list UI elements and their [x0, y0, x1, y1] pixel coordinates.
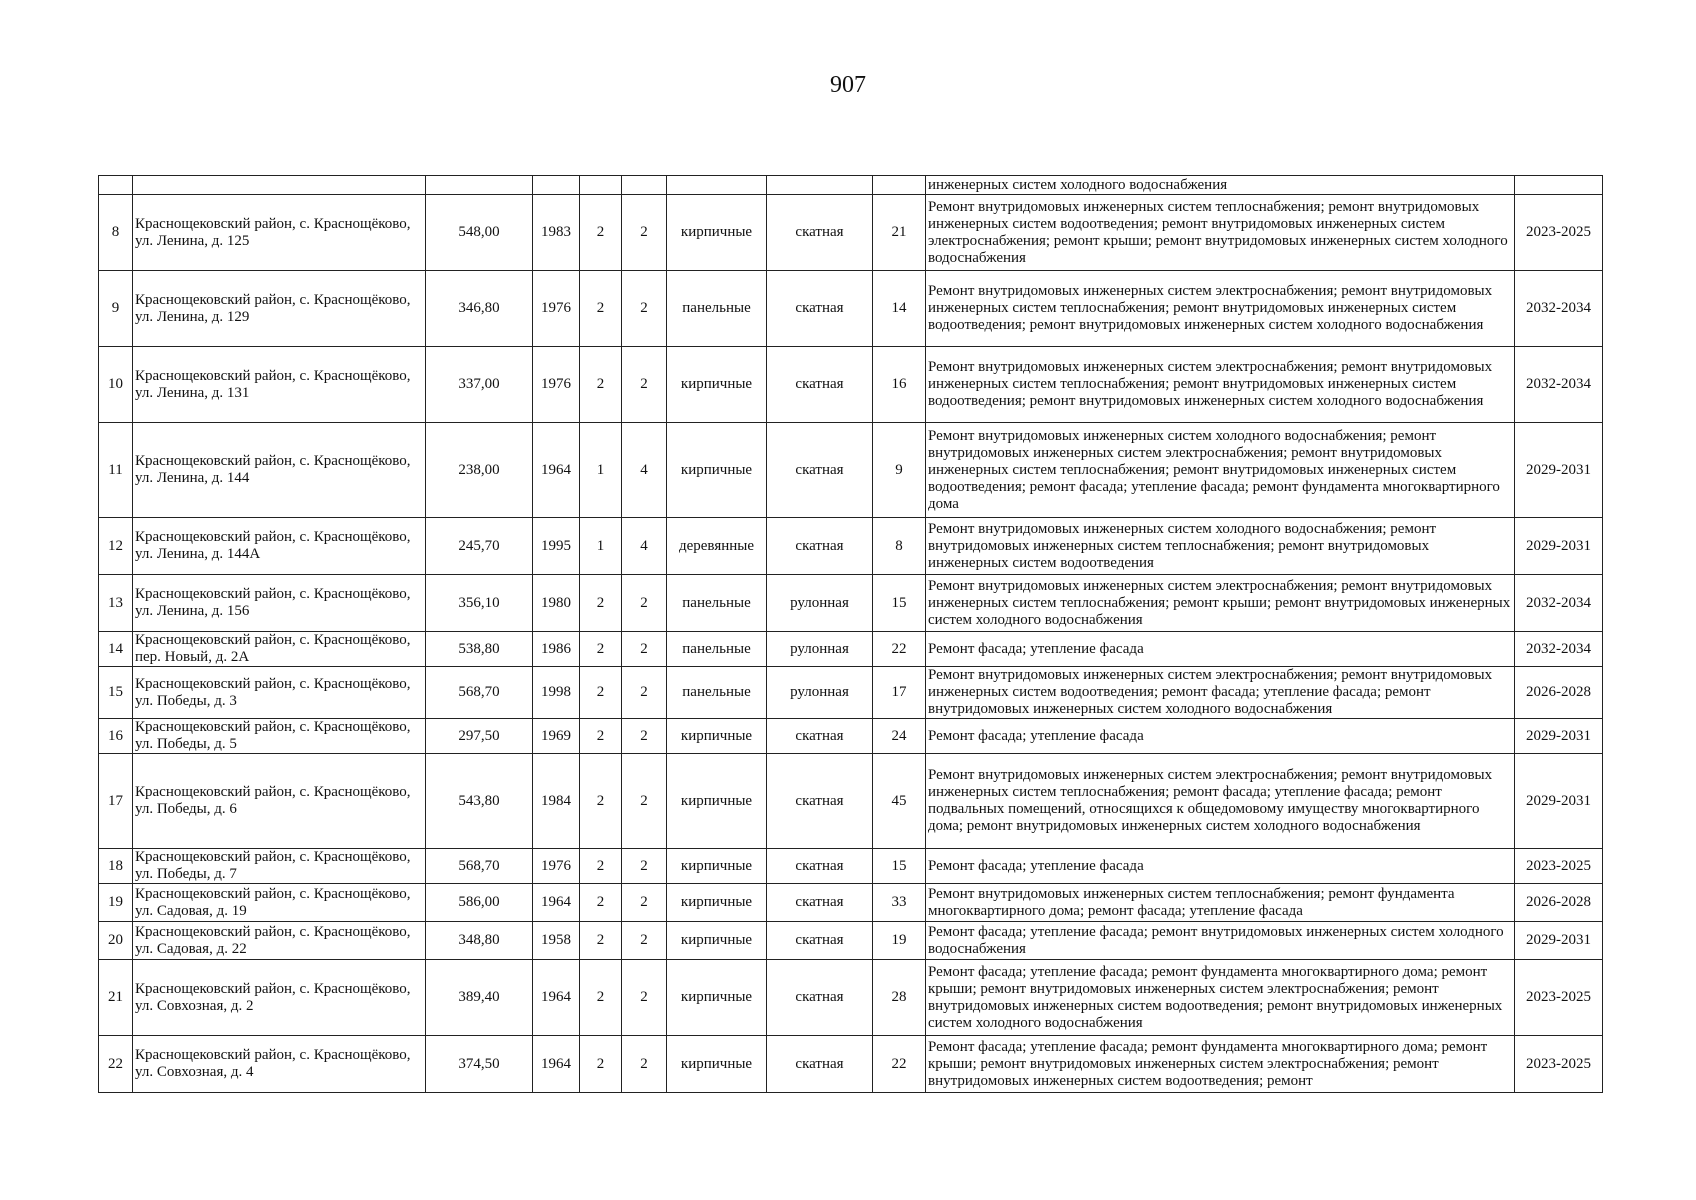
year-cell: 1980: [533, 575, 580, 632]
works-cell: инженерных систем холодного водоснабжения: [926, 176, 1515, 195]
year-cell: 1986: [533, 632, 580, 667]
table-row: [99, 884, 1603, 922]
year-cell: 1995: [533, 518, 580, 575]
area-cell: 337,00: [426, 347, 533, 423]
roof-type-cell: скатная: [767, 518, 873, 575]
area-cell: 245,70: [426, 518, 533, 575]
area-cell: 548,00: [426, 195, 533, 271]
walls-material-cell: панельные: [667, 667, 767, 719]
address-cell: Краснощековский район, с. Краснощёково, ул. Садовая, д. 19: [133, 884, 426, 922]
area-cell: 568,70: [426, 849, 533, 884]
period-cell: 2029-2031: [1515, 423, 1603, 518]
walls-material-cell: панельные: [667, 575, 767, 632]
period-cell: 2029-2031: [1515, 719, 1603, 754]
table-row: [99, 518, 1603, 575]
row-number: 13: [99, 575, 133, 632]
walls-material-cell: кирпичные: [667, 423, 767, 518]
floors-cell: 1: [580, 423, 622, 518]
walls-material-cell: панельные: [667, 271, 767, 347]
row-number: 10: [99, 347, 133, 423]
term-cell: 33: [873, 884, 926, 922]
floors-cell: 2: [580, 754, 622, 849]
roof-type-cell: скатная: [767, 195, 873, 271]
period-cell: 2023-2025: [1515, 960, 1603, 1036]
term-cell: 16: [873, 347, 926, 423]
address-cell: Краснощековский район, с. Краснощёково, ул. Совхозная, д. 2: [133, 960, 426, 1036]
entrances-cell: 2: [622, 1036, 667, 1093]
works-cell: Ремонт внутридомовых инженерных систем электроснабжения; ремонт внутридомовых инженерных систем теплоснабжения; ремонт крыши; ремонт внутридомовых инженерных систем холодного водоснабжения: [926, 575, 1515, 632]
entrances-cell: 2: [622, 719, 667, 754]
table-row: [99, 195, 1603, 271]
address-cell: Краснощековский район, с. Краснощёково, ул. Победы, д. 6: [133, 754, 426, 849]
area-cell: 538,80: [426, 632, 533, 667]
area-cell: 297,50: [426, 719, 533, 754]
term-cell: 24: [873, 719, 926, 754]
table-row: [99, 271, 1603, 347]
address-cell: Краснощековский район, с. Краснощёково, ул. Победы, д. 5: [133, 719, 426, 754]
table-row: [99, 1036, 1603, 1093]
works-cell: Ремонт внутридомовых инженерных систем электроснабжения; ремонт внутридомовых инженерных систем теплоснабжения; ремонт внутридомовых инженерных систем водоотведения; ремонт внутридомовых инженерных систем холодного водоснабжения: [926, 271, 1515, 347]
table-row: [99, 754, 1603, 849]
roof-type-cell: рулонная: [767, 667, 873, 719]
row-number: 21: [99, 960, 133, 1036]
walls-material-cell: кирпичные: [667, 884, 767, 922]
roof-type-cell: скатная: [767, 1036, 873, 1093]
floors-cell: 2: [580, 271, 622, 347]
works-cell: Ремонт фасада; утепление фасада; ремонт фундамента многоквартирного дома; ремонт крыши; ремонт внутридомовых инженерных систем электроснабжения; ремонт внутридомовых инженерных систем водоотведения; ремонт: [926, 1036, 1515, 1093]
works-cell: Ремонт внутридомовых инженерных систем электроснабжения; ремонт внутридомовых инженерных систем водоотведения; ремонт фасада; утепление фасада; ремонт внутридомовых инженерных систем холодного водоснабжения: [926, 667, 1515, 719]
walls-material-cell: панельные: [667, 632, 767, 667]
floors-cell: 2: [580, 667, 622, 719]
floors-cell: 2: [580, 347, 622, 423]
works-cell: Ремонт фасада; утепление фасада; ремонт внутридомовых инженерных систем холодного водоснабжения: [926, 922, 1515, 960]
term-cell: 15: [873, 849, 926, 884]
roof-type-cell: рулонная: [767, 632, 873, 667]
area-cell: 356,10: [426, 575, 533, 632]
term-cell: 45: [873, 754, 926, 849]
period-cell: 2026-2028: [1515, 884, 1603, 922]
floors-cell: 2: [580, 575, 622, 632]
period-cell: 2023-2025: [1515, 1036, 1603, 1093]
area-cell: 543,80: [426, 754, 533, 849]
year-cell: 1964: [533, 884, 580, 922]
works-cell: Ремонт фасада; утепление фасада: [926, 849, 1515, 884]
works-cell: Ремонт внутридомовых инженерных систем электроснабжения; ремонт внутридомовых инженерных систем теплоснабжения; ремонт фасада; утепление фасада; ремонт подвальных помещений, относящихся к общедомовому имуществу многоквартирного дома; ремонт внутридомовых инженерных систем холодного водоснабжения: [926, 754, 1515, 849]
table-row: [99, 922, 1603, 960]
period-cell: 2023-2025: [1515, 195, 1603, 271]
year-cell: 1983: [533, 195, 580, 271]
row-number: 20: [99, 922, 133, 960]
entrances-cell: 2: [622, 922, 667, 960]
year-cell: 1969: [533, 719, 580, 754]
works-cell: Ремонт внутридомовых инженерных систем теплоснабжения; ремонт внутридомовых инженерных систем водоотведения; ремонт внутридомовых инженерных систем электроснабжения; ремонт крыши; ремонт внутридомовых инженерных систем холодного водоснабжения: [926, 195, 1515, 271]
table-row: [99, 667, 1603, 719]
year-cell: 1984: [533, 754, 580, 849]
roof-type-cell: скатная: [767, 719, 873, 754]
area-cell: 348,80: [426, 922, 533, 960]
entrances-cell: 2: [622, 575, 667, 632]
works-cell: Ремонт фасада; утепление фасада: [926, 719, 1515, 754]
period-cell: 2023-2025: [1515, 849, 1603, 884]
year-cell: 1976: [533, 849, 580, 884]
roof-type-cell: скатная: [767, 922, 873, 960]
walls-material-cell: кирпичные: [667, 849, 767, 884]
term-cell: 22: [873, 1036, 926, 1093]
area-cell: 374,50: [426, 1036, 533, 1093]
area-cell: 586,00: [426, 884, 533, 922]
roof-type-cell: скатная: [767, 347, 873, 423]
entrances-cell: 2: [622, 754, 667, 849]
works-cell: Ремонт фасада; утепление фасада; ремонт фундамента многоквартирного дома; ремонт крыши; ремонт внутридомовых инженерных систем электроснабжения; ремонт внутридомовых инженерных систем водоотведения; ремонт внутридомовых инженерных систем холодного водоснабжения: [926, 960, 1515, 1036]
floors-cell: 2: [580, 632, 622, 667]
table-row: [99, 575, 1603, 632]
address-cell: Краснощековский район, с. Краснощёково, ул. Ленина, д. 156: [133, 575, 426, 632]
row-number: 11: [99, 423, 133, 518]
period-cell: 2029-2031: [1515, 754, 1603, 849]
address-cell: Краснощековский район, с. Краснощёково, ул. Победы, д. 3: [133, 667, 426, 719]
row-number: 8: [99, 195, 133, 271]
entrances-cell: 2: [622, 632, 667, 667]
address-cell: Краснощековский район, с. Краснощёково, ул. Ленина, д. 144А: [133, 518, 426, 575]
term-cell: 14: [873, 271, 926, 347]
row-number: 15: [99, 667, 133, 719]
row-number: 17: [99, 754, 133, 849]
roof-type-cell: скатная: [767, 754, 873, 849]
entrances-cell: 2: [622, 960, 667, 1036]
roof-type-cell: скатная: [767, 849, 873, 884]
buildings-table: [98, 175, 1603, 1093]
year-cell: 1998: [533, 667, 580, 719]
table-row: [99, 849, 1603, 884]
address-cell: Краснощековский район, с. Краснощёково, ул. Победы, д. 7: [133, 849, 426, 884]
table-row-continuation: [99, 176, 1603, 195]
entrances-cell: 2: [622, 667, 667, 719]
area-cell: 346,80: [426, 271, 533, 347]
row-number: 22: [99, 1036, 133, 1093]
period-cell: 2032-2034: [1515, 347, 1603, 423]
entrances-cell: 4: [622, 518, 667, 575]
roof-type-cell: скатная: [767, 271, 873, 347]
entrances-cell: 4: [622, 423, 667, 518]
year-cell: 1976: [533, 271, 580, 347]
term-cell: 9: [873, 423, 926, 518]
table-row: [99, 719, 1603, 754]
table-row: [99, 960, 1603, 1036]
period-cell: 2026-2028: [1515, 667, 1603, 719]
walls-material-cell: кирпичные: [667, 960, 767, 1036]
address-cell: Краснощековский район, с. Краснощёково, ул. Совхозная, д. 4: [133, 1036, 426, 1093]
year-cell: 1964: [533, 960, 580, 1036]
entrances-cell: 2: [622, 347, 667, 423]
term-cell: 28: [873, 960, 926, 1036]
term-cell: 22: [873, 632, 926, 667]
entrances-cell: 2: [622, 849, 667, 884]
floors-cell: 2: [580, 1036, 622, 1093]
term-cell: 19: [873, 922, 926, 960]
entrances-cell: 2: [622, 195, 667, 271]
walls-material-cell: кирпичные: [667, 719, 767, 754]
row-number: 9: [99, 271, 133, 347]
table-row: [99, 423, 1603, 518]
table-row: [99, 632, 1603, 667]
works-cell: Ремонт фасада; утепление фасада: [926, 632, 1515, 667]
period-cell: 2032-2034: [1515, 575, 1603, 632]
floors-cell: 2: [580, 195, 622, 271]
row-number: 12: [99, 518, 133, 575]
address-cell: Краснощековский район, с. Краснощёково, пер. Новый, д. 2А: [133, 632, 426, 667]
floors-cell: 2: [580, 849, 622, 884]
roof-type-cell: скатная: [767, 423, 873, 518]
address-cell: Краснощековский район, с. Краснощёково, ул. Ленина, д. 129: [133, 271, 426, 347]
term-cell: 17: [873, 667, 926, 719]
term-cell: 21: [873, 195, 926, 271]
floors-cell: 1: [580, 518, 622, 575]
address-cell: Краснощековский район, с. Краснощёково, ул. Садовая, д. 22: [133, 922, 426, 960]
walls-material-cell: кирпичные: [667, 195, 767, 271]
floors-cell: 2: [580, 719, 622, 754]
walls-material-cell: кирпичные: [667, 754, 767, 849]
works-cell: Ремонт внутридомовых инженерных систем холодного водоснабжения; ремонт внутридомовых инженерных систем теплоснабжения; ремонт внутридомовых инженерных систем водоотведения: [926, 518, 1515, 575]
address-cell: Краснощековский район, с. Краснощёково, ул. Ленина, д. 131: [133, 347, 426, 423]
term-cell: 8: [873, 518, 926, 575]
area-cell: 568,70: [426, 667, 533, 719]
walls-material-cell: кирпичные: [667, 347, 767, 423]
term-cell: 15: [873, 575, 926, 632]
area-cell: 389,40: [426, 960, 533, 1036]
walls-material-cell: деревянные: [667, 518, 767, 575]
row-number: 14: [99, 632, 133, 667]
page-number: 907: [830, 72, 866, 98]
year-cell: 1958: [533, 922, 580, 960]
floors-cell: 2: [580, 960, 622, 1036]
period-cell: 2032-2034: [1515, 632, 1603, 667]
period-cell: 2029-2031: [1515, 922, 1603, 960]
floors-cell: 2: [580, 884, 622, 922]
works-cell: Ремонт внутридомовых инженерных систем холодного водоснабжения; ремонт внутридомовых инженерных систем электроснабжения; ремонт внутридомовых инженерных систем теплоснабжения; ремонт внутридомовых инженерных систем водоотведения; ремонт фасада; утепление фасада; ремонт фундамента многоквартирного дома: [926, 423, 1515, 518]
roof-type-cell: рулонная: [767, 575, 873, 632]
year-cell: 1976: [533, 347, 580, 423]
roof-type-cell: скатная: [767, 960, 873, 1036]
entrances-cell: 2: [622, 884, 667, 922]
walls-material-cell: кирпичные: [667, 922, 767, 960]
address-cell: Краснощековский район, с. Краснощёково, ул. Ленина, д. 125: [133, 195, 426, 271]
walls-material-cell: кирпичные: [667, 1036, 767, 1093]
year-cell: 1964: [533, 1036, 580, 1093]
period-cell: 2032-2034: [1515, 271, 1603, 347]
floors-cell: 2: [580, 922, 622, 960]
year-cell: 1964: [533, 423, 580, 518]
address-cell: Краснощековский район, с. Краснощёково, ул. Ленина, д. 144: [133, 423, 426, 518]
row-number: 16: [99, 719, 133, 754]
area-cell: 238,00: [426, 423, 533, 518]
period-cell: 2029-2031: [1515, 518, 1603, 575]
row-number: 19: [99, 884, 133, 922]
works-cell: Ремонт внутридомовых инженерных систем электроснабжения; ремонт внутридомовых инженерных систем теплоснабжения; ремонт внутридомовых инженерных систем водоотведения; ремонт внутридомовых инженерных систем холодного водоснабжения: [926, 347, 1515, 423]
roof-type-cell: скатная: [767, 884, 873, 922]
works-cell: Ремонт внутридомовых инженерных систем теплоснабжения; ремонт фундамента многоквартирного дома; ремонт фасада; утепление фасада: [926, 884, 1515, 922]
entrances-cell: 2: [622, 271, 667, 347]
table-row: [99, 347, 1603, 423]
row-number: 18: [99, 849, 133, 884]
